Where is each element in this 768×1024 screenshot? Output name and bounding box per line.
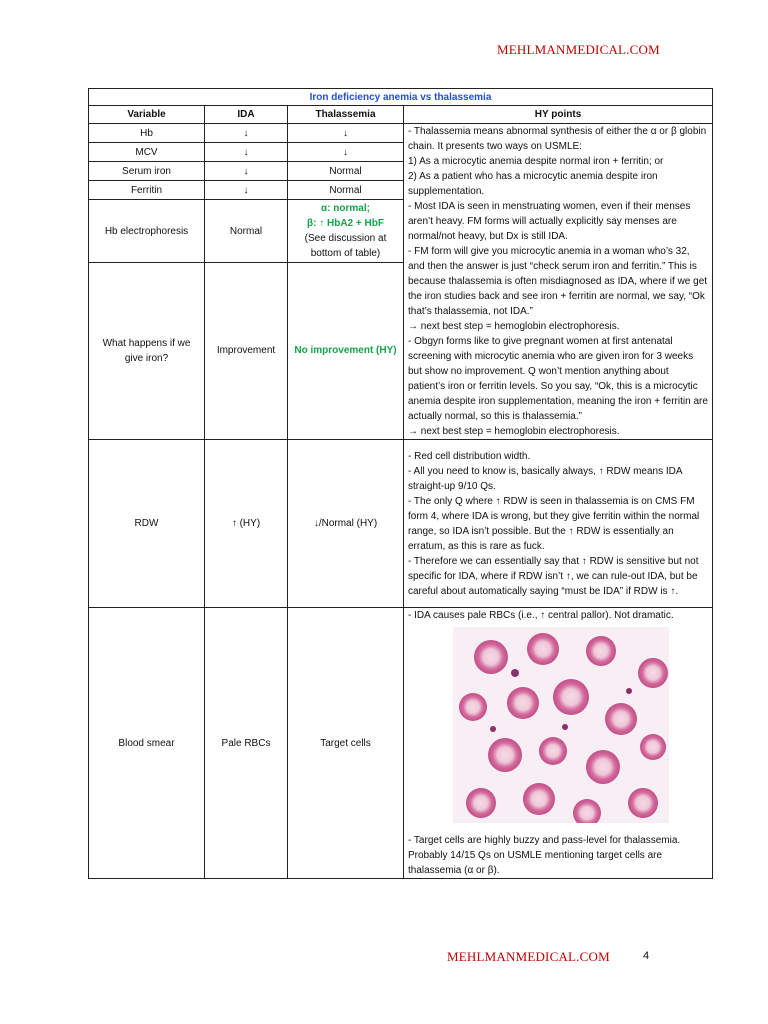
red-blood-cell (605, 703, 637, 735)
hy-points-smear (404, 608, 713, 879)
red-blood-cell (523, 783, 555, 815)
row-variable: Hb (89, 124, 205, 143)
red-blood-cell (459, 693, 487, 721)
comparison-table (88, 88, 713, 879)
platelet (490, 726, 496, 732)
row-ida: ↓ (205, 143, 288, 162)
hy-points-rdw (404, 440, 713, 608)
site-header-link: MEHLMANMEDICAL.COM (497, 42, 660, 57)
hy-text: - Red cell distribution width. (408, 450, 531, 462)
platelet (562, 724, 568, 730)
hy-text: - The only Q where ↑ RDW is seen in thalassemia is on CMS FM form 4, where IDA is wrong, but they give ferritin within the normal range, so IDA isn’t possible. But the ↑ RDW is essentially an erratum, as this is rare as fuck. (408, 495, 700, 552)
thal-beta: β: ↑ HbA2 + HbF (307, 218, 384, 230)
hy-points-block-1 (404, 124, 713, 440)
hy-text: - Most IDA is seen in menstruating women, even if their menses aren’t heavy. FM forms will actually explicitly say menses are normal/not heavy, but Dx is still IDA. (408, 201, 691, 242)
table-row (89, 440, 713, 608)
red-blood-cell (507, 687, 539, 719)
thal-note: (See discussion at bottom of table) (304, 233, 387, 260)
red-blood-cell (488, 738, 522, 772)
table-row (89, 124, 713, 143)
red-blood-cell (586, 750, 620, 784)
hy-text: - Obgyn forms like to give pregnant women at first antenatal screening with microcytic anemia who are given iron for 3 weeks but show no improvement. Q won’t mention anything about patient’s iron or ferritin levels. So you say, “Ok, this is a microcytic anemia despite iron supplementation, meaning the iron + ferritin are actually normal, so this is thalassemia.” (408, 336, 708, 422)
red-blood-cell (553, 679, 589, 715)
row-ida: Improvement (205, 262, 288, 439)
row-thal: ↓ (288, 124, 404, 143)
row-thal: No improvement (HY) (288, 262, 404, 439)
table-header-row (89, 106, 713, 124)
page-number: 4 (643, 950, 650, 962)
hy-text: - Target cells are highly buzzy and pass-level for thalassemia. Probably 14/15 Qs on USMLE mentioning target cells are thalassemia (α or β). (408, 835, 681, 876)
blood-smear-image (453, 627, 669, 823)
hy-text: 1) As a microcytic anemia despite normal iron + ferritin; or (408, 156, 664, 167)
red-blood-cell (466, 788, 496, 818)
row-variable: Blood smear (89, 608, 205, 879)
table-row (89, 608, 713, 879)
platelet (511, 669, 519, 677)
row-ida: ↓ (205, 162, 288, 181)
row-thal: ↓/Normal (HY) (288, 440, 404, 608)
site-footer-link: MEHLMANMEDICAL.COM (447, 949, 610, 964)
red-blood-cell (539, 737, 567, 765)
row-ida: ↓ (205, 181, 288, 200)
header-hy-points: HY points (404, 106, 713, 124)
hy-text: - All you need to know is, basically always, ↑ RDW means IDA straight-up 9/10 Qs. (408, 465, 682, 492)
row-ida: ↑ (HY) (205, 440, 288, 608)
row-thal: ↓ (288, 143, 404, 162)
row-ida: ↓ (205, 124, 288, 143)
row-thal: Target cells (288, 608, 404, 879)
row-variable: Hb electrophoresis (89, 200, 205, 262)
header-ida: IDA (205, 106, 288, 124)
header-thalassemia: Thalassemia (288, 106, 404, 124)
table-caption: Iron deficiency anemia vs thalassemia (89, 89, 713, 106)
row-ida: Normal (205, 200, 288, 262)
row-thal: Normal (288, 162, 404, 181)
hy-text: - IDA causes pale RBCs (i.e., ↑ central pallor). Not dramatic. (408, 610, 674, 621)
hy-text: → next best step = hemoglobin electrophoresis. (408, 321, 620, 332)
hy-text: - Thalassemia means abnormal synthesis of either the α or β globin chain. It presents two ways on USMLE: (408, 126, 707, 152)
row-variable: What happens if we give iron? (89, 262, 205, 439)
thal-alpha: α: normal; (321, 203, 370, 215)
row-thal (288, 200, 404, 262)
red-blood-cell (638, 658, 668, 688)
row-variable: Serum iron (89, 162, 205, 181)
row-variable: Ferritin (89, 181, 205, 200)
platelet (626, 688, 632, 694)
header-variable: Variable (89, 106, 205, 124)
hy-text: - FM form will give you microcytic anemia in a woman who’s 32, and then the answer is just “check serum iron and ferritin.” This is because thalassemia is often misdiagnosed as IDA, where if we get the iron studies back and see iron + ferritin are normal, we say, “Ok that’s thalassemia, not IDA.” (408, 246, 708, 317)
row-variable: MCV (89, 143, 205, 162)
red-blood-cell (586, 636, 616, 666)
red-blood-cell (628, 788, 658, 818)
hy-text: 2) As a patient who has a microcytic anemia despite iron supplementation. (408, 171, 658, 197)
row-variable: RDW (89, 440, 205, 608)
row-thal: Normal (288, 181, 404, 200)
red-blood-cell (527, 633, 559, 665)
hy-text: → next best step = hemoglobin electrophoresis. (408, 426, 620, 437)
red-blood-cell (640, 734, 666, 760)
row-ida: Pale RBCs (205, 608, 288, 879)
red-blood-cell (474, 640, 508, 674)
hy-text: - Therefore we can essentially say that ↑ RDW is sensitive but not specific for IDA, where if RDW isn’t ↑, we can rule-out IDA, but be careful about automatically saying “must be IDA” if RDW is ↑. (408, 555, 699, 597)
